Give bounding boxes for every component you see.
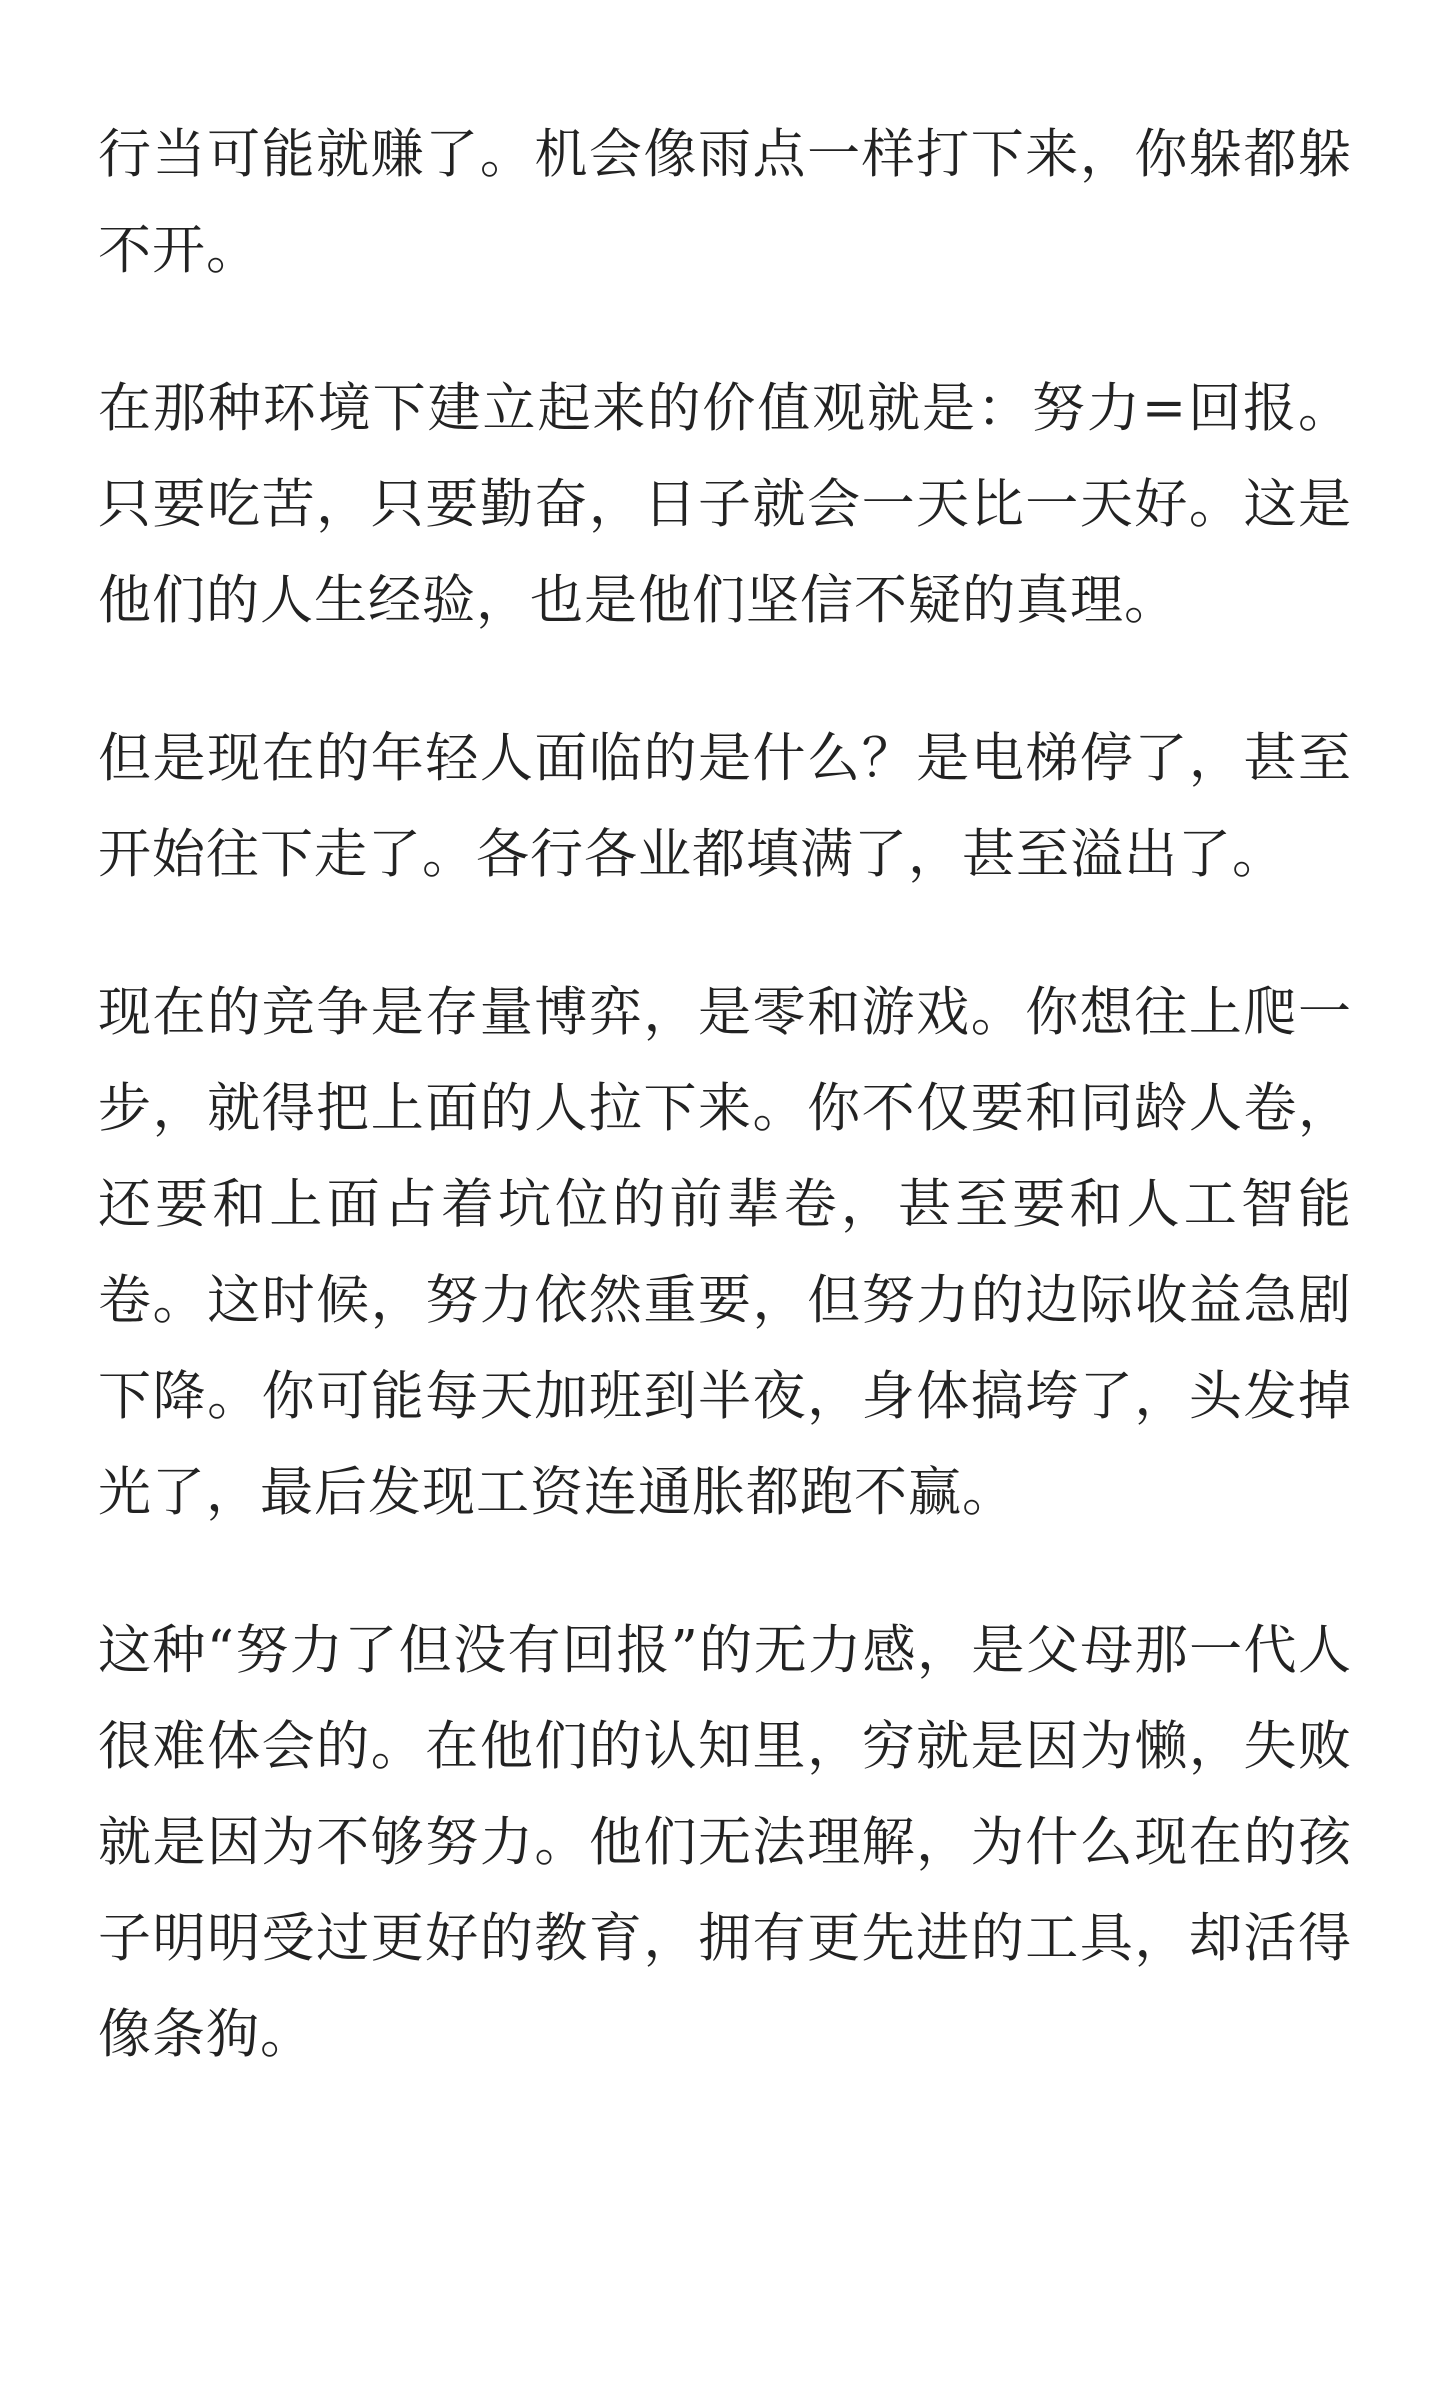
paragraph: 但是现在的年轻人面临的是什么？是电梯停了，甚至开始往下走了。各行各业都填满了，甚至溢出了。 [98,728,1352,885]
article-body [98,107,1352,2145]
paragraph: 这种“努力了但没有回报”的无力感，是父母那一代人很难体会的。在他们的认知里，穷就是因为懒，失败就是因为不够努力。他们无法理解，为什么现在的孩子明明受过更好的教育，拥有更先进的工具，却活得像条狗。 [98,1620,1352,2065]
paragraph: 在那种环境下建立起来的价值观就是：努力=回报。只要吃苦，只要勤奋，日子就会一天比一天好。这是他们的人生经验，也是他们坚信不疑的真理。 [98,378,1352,631]
paragraph: 现在的竞争是存量博弈，是零和游戏。你想往上爬一步，就得把上面的人拉下来。你不仅要和同龄人卷，还要和上面占着坑位的前辈卷，甚至要和人工智能卷。这时候，努力依然重要，但努力的边际收益急剧下降。你可能每天加班到半夜，身体搞垮了，头发掉光了，最后发现工资连通胀都跑不赢。 [98,982,1352,1523]
paragraph: 行当可能就赚了。机会像雨点一样打下来，你躲都躲不开。 [98,124,1352,281]
